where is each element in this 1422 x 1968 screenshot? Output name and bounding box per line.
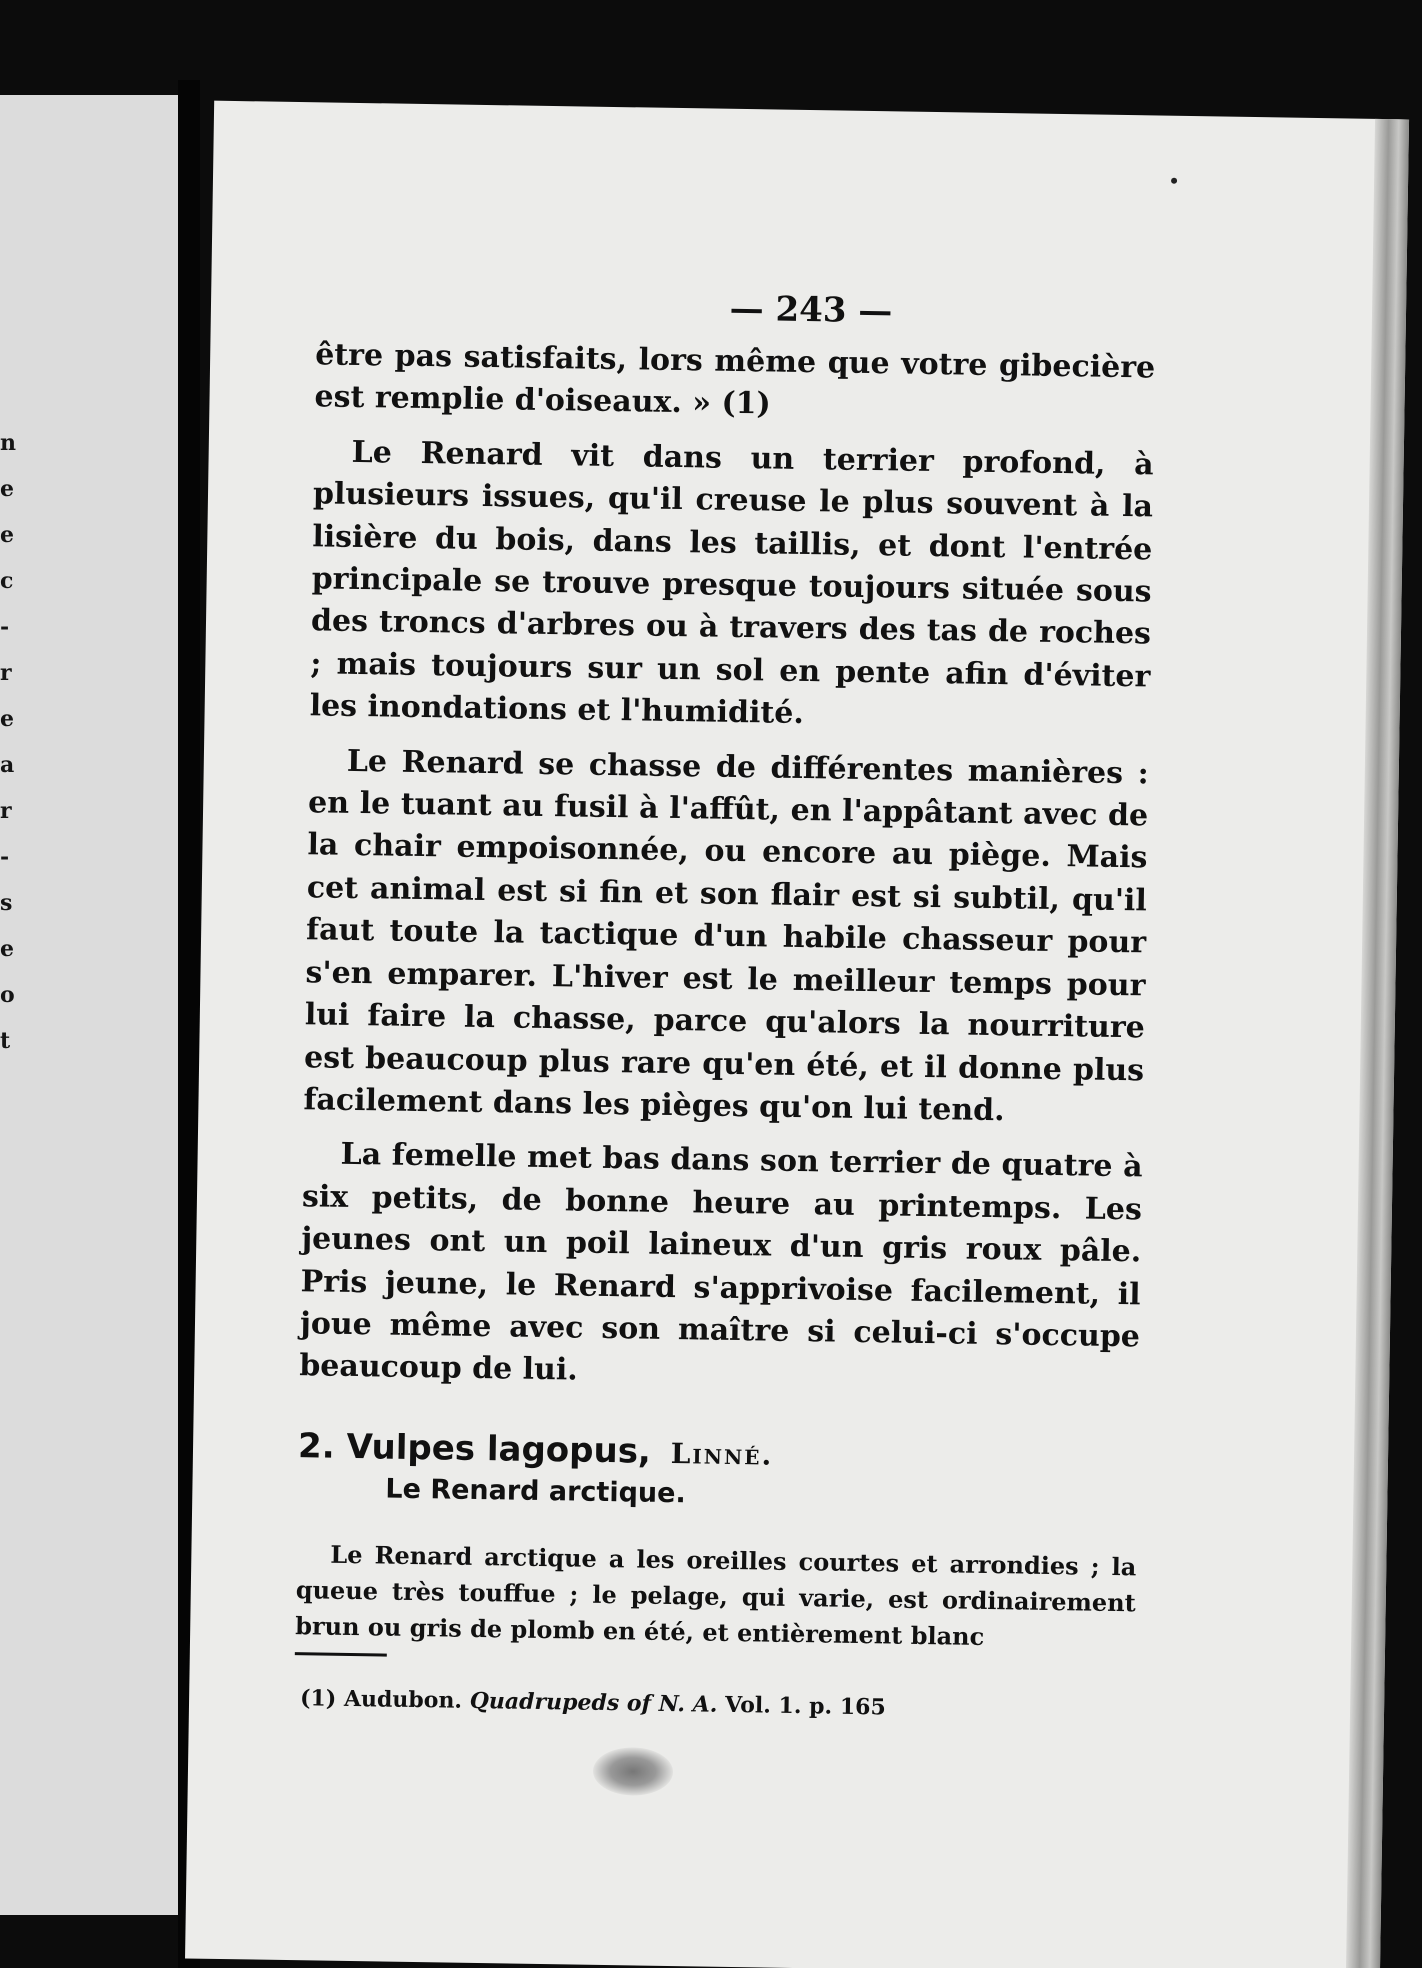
footnote-rule xyxy=(295,1652,387,1656)
page-number: — 243 — xyxy=(729,288,893,332)
previous-page-letter: c xyxy=(0,568,14,594)
footnote-marker: (1) xyxy=(299,1684,337,1712)
species-authority: Linné. xyxy=(670,1436,774,1472)
previous-page-letter: - xyxy=(0,614,10,640)
species-common-name: Le Renard arctique. xyxy=(385,1473,686,1510)
previous-page-letter: - xyxy=(0,844,10,870)
paragraph-continuation: être pas satisfaits, lors même que votre gibecière est remplie d'oiseaux. » (1) xyxy=(314,337,1156,422)
species-number: 2. xyxy=(297,1425,335,1467)
previous-page-letter: o xyxy=(0,982,15,1008)
previous-page-letter: t xyxy=(0,1028,11,1054)
previous-page-letter: a xyxy=(0,752,15,778)
previous-page-letter: e xyxy=(0,706,14,732)
page-text xyxy=(294,334,1156,1726)
previous-page-letter: e xyxy=(0,522,14,548)
paragraph-hunting: Le Renard se chasse de différentes manières : en le tuant au fusil à l'affût, en l'appâtant avec de la chair empoisonnée, ou encore au piège. Mais cet animal est si fin et son flair est si subtil, qu'il faut toute la tactique d'un habile chasseur pour s'en emparer. L'hiver est le meilleur temps pour lui faire la chasse, parce qu'alors la nourriture est beaucoup plus rare qu'en été, et il donne plus facilement dans les pièges qu'on lui tend. xyxy=(303,743,1150,1129)
previous-page-letter: r xyxy=(0,660,12,686)
page-smudge xyxy=(593,1747,674,1796)
paragraph-breeding: La femelle met bas dans son terrier de quatre à six petits, de bonne heure au printemps. Les jeunes ont un poil laineux d'un gris roux pâle. Pris jeune, le Renard s'apprivoise facilement, il joue même avec son maître si celui-ci s'occupe beaucoup de lui. xyxy=(299,1137,1143,1388)
footnote-reference: Vol. 1. p. 165 xyxy=(724,1691,886,1721)
previous-page-letter: s xyxy=(0,890,13,916)
footnote xyxy=(300,1683,1134,1726)
ink-speck xyxy=(1171,178,1177,184)
book-page xyxy=(185,101,1409,1968)
previous-page-letter: r xyxy=(0,798,12,824)
species-latin-name: Vulpes lagopus, xyxy=(346,1426,652,1472)
previous-page-edge xyxy=(0,95,178,1915)
footnote-title: Quadrupeds of N. A. xyxy=(469,1687,718,1718)
paragraph-burrow: Le Renard vit dans un terrier profond, à plusieurs issues, qu'il creuse le plus souvent à la lisière du bois, dans les taillis, et dont l'entrée principale se trouve presque toujours située sous des troncs d'arbres ou à travers des tas de roches ; mais toujours sur un sol en pente afin d'éviter les inondations et l'humidité. xyxy=(309,434,1154,732)
species-description: Le Renard arctique a les oreilles courtes et arrondies ; la queue très touffue ; le pelage, qui varie, est ordinairement brun ou gris de plomb en été, et entièrement blanc xyxy=(295,1539,1137,1651)
previous-page-letters xyxy=(0,420,20,1064)
page-stack-edge xyxy=(1346,119,1409,1968)
footnote-author: Audubon. xyxy=(343,1685,463,1714)
previous-page-letter: e xyxy=(0,476,14,502)
previous-page-letter: e xyxy=(0,936,14,962)
previous-page-letter: n xyxy=(0,430,16,456)
